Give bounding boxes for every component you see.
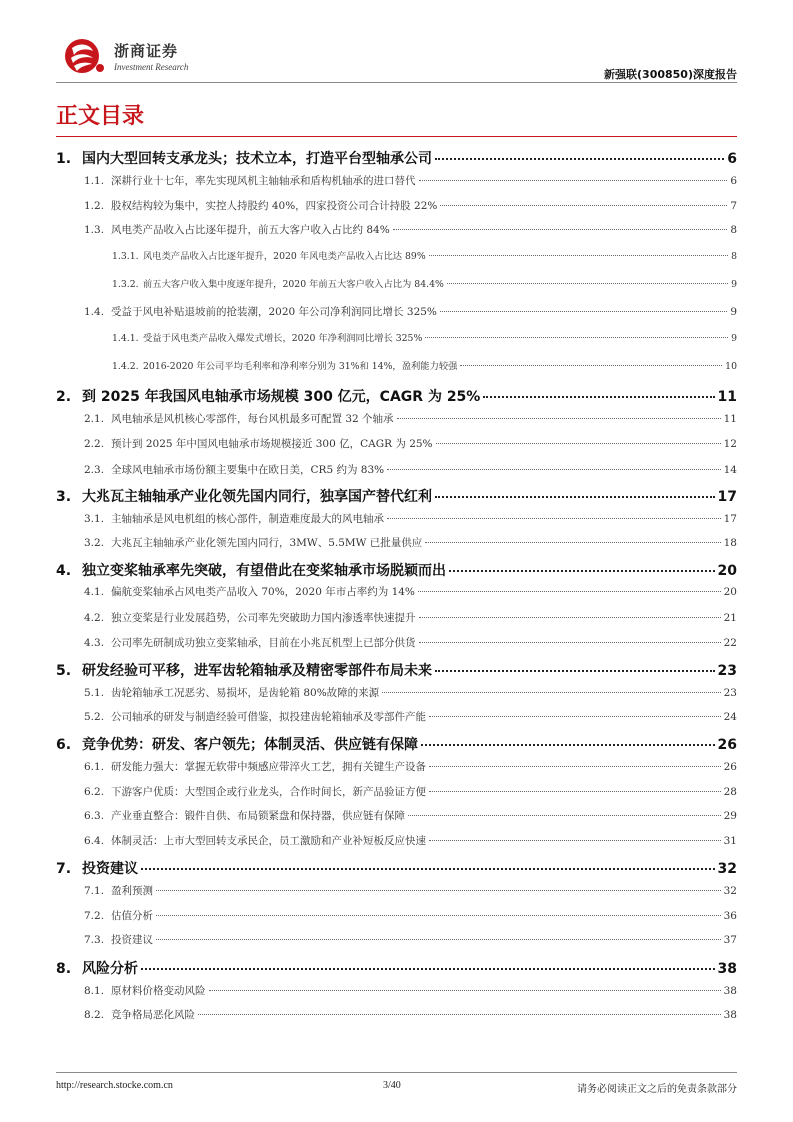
toc-leader-dots xyxy=(393,229,728,230)
toc-leader-dots xyxy=(419,180,728,181)
toc-leader-dots xyxy=(382,692,720,693)
toc-leader-dots xyxy=(429,791,721,792)
toc-entry-number: 4.1. xyxy=(84,586,105,598)
toc-entry-1-4[interactable] xyxy=(84,304,737,319)
toc-entry-number: 1.3. xyxy=(84,224,105,236)
toc-entry-label: 研发能力强大：掌握无软带中频感应带淬火工艺，拥有关键生产设备 xyxy=(111,761,426,773)
toc-entry-page: 10 xyxy=(725,361,737,372)
toc-entry-label: 大兆瓦主轴轴承产业化领先国内同行，3MW、5.5MW 已批量供应 xyxy=(111,537,423,549)
toc-leader-dots xyxy=(429,766,721,767)
toc-entry-label: 受益于风电类产品收入爆发式增长，2020 年净利润同比增长 325% xyxy=(143,333,423,344)
toc-entry-page: 38 xyxy=(723,1009,737,1021)
toc-entry-page: 20 xyxy=(717,563,737,579)
toc-leader-dots xyxy=(460,365,722,366)
toc-entry-1-4-2[interactable] xyxy=(112,358,737,372)
toc-leader-dots xyxy=(429,255,728,256)
toc-entry-page: 8 xyxy=(731,251,737,262)
toc-heading: 正文目录 xyxy=(56,104,145,129)
toc-leader-dots xyxy=(440,311,727,312)
toc-entry-page: 11 xyxy=(723,413,737,425)
toc-entry-number: 3. xyxy=(56,489,72,505)
toc-entry-label: 盈利预测 xyxy=(111,885,153,897)
toc-entry-4-1[interactable] xyxy=(84,584,737,599)
toc-entry-number: 1.4. xyxy=(84,306,105,318)
toc-entry-number: 1.4.1. xyxy=(112,333,139,344)
toc-entry-7[interactable] xyxy=(56,858,737,878)
toc-leader-dots xyxy=(435,496,715,498)
toc-entry-1-3-2[interactable] xyxy=(112,276,737,290)
toc-leader-dots xyxy=(440,205,727,206)
toc-leader-dots xyxy=(449,570,715,572)
toc-leader-dots xyxy=(425,337,728,338)
toc-entry-page: 17 xyxy=(717,489,737,505)
toc-entry-1-3-1[interactable] xyxy=(112,248,737,262)
toc-entry-label: 公司率先研制成功独立变桨轴承，目前在小兆瓦机型上已部分供货 xyxy=(111,637,416,649)
toc-entry-page: 6 xyxy=(727,151,737,167)
toc-entry-page: 22 xyxy=(723,637,737,649)
report-title: 新强联(300850)深度报告 xyxy=(604,68,737,81)
toc-entry-4[interactable] xyxy=(56,560,737,580)
toc-entry-2-1[interactable] xyxy=(84,411,737,426)
toc-entry-label: 竞争优势：研发、客户领先；体制灵活、供应链有保障 xyxy=(82,737,418,753)
toc-entry-label: 风险分析 xyxy=(82,961,138,977)
toc-entry-label: 齿轮箱轴承工况恶劣、易损坏，是齿轮箱 80%故障的来源 xyxy=(111,687,380,699)
toc-entry-page: 36 xyxy=(723,910,737,922)
toc-entry-label: 投资建议 xyxy=(82,861,138,877)
toc-entry-7-3[interactable] xyxy=(84,932,737,947)
toc-entry-label: 风电轴承是风机核心零部件，每台风机最多可配置 32 个轴承 xyxy=(111,413,394,425)
toc-entry-page: 32 xyxy=(723,885,737,897)
toc-entry-4-2[interactable] xyxy=(84,610,737,625)
toc-entry-label: 到 2025 年我国风电轴承市场规模 300 亿元，CAGR 为 25% xyxy=(82,389,481,405)
toc-entry-label: 体制灵活：上市大型回转支承民企，员工激励和产业补短板反应快速 xyxy=(111,835,426,847)
toc-entry-label: 受益于风电补贴退坡前的抢装潮，2020 年公司净利润同比增长 325% xyxy=(111,306,437,318)
toc-entry-2-2[interactable] xyxy=(84,436,737,451)
toc-entry-number: 4.3. xyxy=(84,637,105,649)
toc-entry-5-2[interactable] xyxy=(84,709,737,724)
toc-entry-1[interactable] xyxy=(56,148,737,168)
toc-entry-number: 3.2. xyxy=(84,537,105,549)
toc-entry-number: 1.1. xyxy=(84,175,105,187)
toc-leader-dots xyxy=(429,840,721,841)
toc-leader-dots xyxy=(419,642,721,643)
toc-entry-label: 下游客户优质：大型国企或行业龙头，合作时间长，新产品验证方便 xyxy=(111,786,426,798)
toc-leader-dots xyxy=(429,716,721,717)
toc-entry-label: 国内大型回转支承龙头；技术立本，打造平台型轴承公司 xyxy=(82,151,432,167)
toc-entry-page: 21 xyxy=(723,612,737,624)
toc-entry-8-1[interactable] xyxy=(84,983,737,998)
toc-entry-6-1[interactable] xyxy=(84,759,737,774)
toc-leader-dots xyxy=(141,968,715,970)
toc-entry-page: 18 xyxy=(723,537,737,549)
toc-entry-number: 1. xyxy=(56,151,72,167)
toc-entry-label: 公司轴承的研发与制造经验可借鉴，拟投建齿轮箱轴承及零部件产能 xyxy=(111,711,426,723)
toc-entry-page: 26 xyxy=(723,761,737,773)
toc-entry-number: 4. xyxy=(56,563,72,579)
toc-entry-page: 31 xyxy=(723,835,737,847)
toc-entry-7-1[interactable] xyxy=(84,883,737,898)
toc-entry-6-2[interactable] xyxy=(84,784,737,799)
toc-entry-number: 6.2. xyxy=(84,786,105,798)
toc-leader-dots xyxy=(198,1014,721,1015)
toc-entry-label: 产业垂直整合：锻件自供、布局锁紧盘和保持器，供应链有保障 xyxy=(111,810,405,822)
toc-entry-number: 2.3. xyxy=(84,464,105,476)
toc-entry-number: 5.1. xyxy=(84,687,105,699)
toc-entry-label: 风电类产品收入占比逐年提升，2020 年风电类产品收入占比达 89% xyxy=(143,251,426,262)
toc-entry-number: 7.1. xyxy=(84,885,105,897)
toc-entry-number: 5.2. xyxy=(84,711,105,723)
toc-entry-number: 4.2. xyxy=(84,612,105,624)
toc-entry-page: 11 xyxy=(717,389,737,405)
toc-leader-dots xyxy=(435,670,715,672)
toc-entry-page: 32 xyxy=(717,861,737,877)
toc-entry-number: 1.2. xyxy=(84,200,105,212)
toc-leader-dots xyxy=(418,591,721,592)
toc-entry-page: 6 xyxy=(730,175,737,187)
toc-entry-page: 24 xyxy=(723,711,737,723)
toc-entry-3-2[interactable] xyxy=(84,535,737,550)
toc-entry-label: 估值分析 xyxy=(111,910,153,922)
toc-entry-page: 38 xyxy=(717,961,737,977)
toc-leader-dots xyxy=(156,915,721,916)
toc-entry-page: 23 xyxy=(723,687,737,699)
toc-entry-5-1[interactable] xyxy=(84,685,737,700)
toc-entry-label: 风电类产品收入占比逐年提升，前五大客户收入占比约 84% xyxy=(111,224,390,236)
toc-entry-label: 主轴轴承是风电机组的核心部件，制造难度最大的风电轴承 xyxy=(111,513,384,525)
toc-leader-dots xyxy=(387,469,720,470)
toc-entry-8-2[interactable] xyxy=(84,1007,737,1022)
toc-entry-6-4[interactable] xyxy=(84,833,737,848)
toc-entry-number: 8. xyxy=(56,961,72,977)
toc-entry-label: 前五大客户收入集中度逐年提升，2020 年前五大客户收入占比为 84.4% xyxy=(143,279,444,290)
toc-entry-page: 29 xyxy=(723,810,737,822)
toc-leader-dots xyxy=(156,890,721,891)
toc-entry-label: 投资建议 xyxy=(111,934,153,946)
toc-entry-page: 8 xyxy=(730,224,737,236)
toc-entry-page: 20 xyxy=(723,586,737,598)
toc-entry-page: 14 xyxy=(723,464,737,476)
toc-entry-page: 17 xyxy=(723,513,737,525)
toc-entry-number: 2. xyxy=(56,389,72,405)
toc-entry-number: 2.2. xyxy=(84,438,105,450)
toc-leader-dots xyxy=(447,283,728,284)
toc-entry-2-3[interactable] xyxy=(84,462,737,477)
toc-entry-number: 6.1. xyxy=(84,761,105,773)
toc-leader-dots xyxy=(387,518,721,519)
toc-entry-label: 独立变桨轴承率先突破，有望借此在变桨轴承市场脱颖而出 xyxy=(82,563,446,579)
toc-entry-number: 6.3. xyxy=(84,810,105,822)
toc-entry-3[interactable] xyxy=(56,486,737,506)
toc-entry-5[interactable] xyxy=(56,660,737,680)
toc-entry-number: 7.2. xyxy=(84,910,105,922)
toc-entry-1-2[interactable] xyxy=(84,198,737,213)
toc-entry-number: 5. xyxy=(56,663,72,679)
toc-entry-page: 28 xyxy=(723,786,737,798)
toc-entry-2[interactable] xyxy=(56,386,737,406)
toc-leader-dots xyxy=(209,990,721,991)
toc-entry-page: 9 xyxy=(730,306,737,318)
toc-entry-number: 2.1. xyxy=(84,413,105,425)
toc-entry-8[interactable] xyxy=(56,958,737,978)
toc-entry-label: 全球风电轴承市场份额主要集中在欧日美，CR5 约为 83% xyxy=(111,464,385,476)
toc-leader-dots xyxy=(141,868,715,870)
toc-entry-page: 38 xyxy=(723,985,737,997)
toc-entry-page: 37 xyxy=(723,934,737,946)
toc-entry-3-1[interactable] xyxy=(84,511,737,526)
toc-leader-dots xyxy=(436,443,721,444)
toc-entry-page: 26 xyxy=(717,737,737,753)
toc-entry-label: 2016-2020 年公司平均毛利率和净利率分别为 31%和 14%，盈利能力较强 xyxy=(143,361,458,372)
toc-entry-6-3[interactable] xyxy=(84,808,737,823)
toc-entry-label: 原材料价格变动风险 xyxy=(111,985,206,997)
toc-entry-page: 23 xyxy=(717,663,737,679)
toc-entry-1-4-1[interactable] xyxy=(112,330,737,344)
toc-entry-6[interactable] xyxy=(56,734,737,754)
toc-entry-number: 7.3. xyxy=(84,934,105,946)
toc-leader-dots xyxy=(156,939,721,940)
toc-leader-dots xyxy=(483,396,714,398)
toc-entry-7-2[interactable] xyxy=(84,908,737,923)
brand-name-en: Investment Research xyxy=(114,62,189,72)
toc-entry-4-3[interactable] xyxy=(84,635,737,650)
toc-entry-number: 7. xyxy=(56,861,72,877)
toc-entry-number: 8.2. xyxy=(84,1009,105,1021)
toc-entry-1-1[interactable] xyxy=(84,173,737,188)
footer-divider xyxy=(56,1072,737,1073)
brand-name-cn: 浙商证券 xyxy=(114,42,179,60)
toc-entry-1-3[interactable] xyxy=(84,222,737,237)
toc-entry-number: 1.4.2. xyxy=(112,361,139,372)
toc-leader-dots xyxy=(408,815,721,816)
toc-entry-number: 1.3.1. xyxy=(112,251,139,262)
toc-entry-label: 独立变桨是行业发展趋势，公司率先突破助力国内渗透率快速提升 xyxy=(111,612,416,624)
toc-entry-label: 偏航变桨轴承占风电类产品收入 70%，2020 年市占率约为 14% xyxy=(111,586,415,598)
toc-entry-number: 6. xyxy=(56,737,72,753)
toc-leader-dots xyxy=(397,418,721,419)
toc-entry-label: 深耕行业十七年，率先实现风机主轴轴承和盾构机轴承的进口替代 xyxy=(111,175,416,187)
toc-leader-dots xyxy=(425,542,720,543)
toc-entry-number: 8.1. xyxy=(84,985,105,997)
toc-entry-label: 大兆瓦主轴轴承产业化领先国内同行，独享国产替代红利 xyxy=(82,489,432,505)
toc-entry-page: 7 xyxy=(730,200,737,212)
footer-url-link[interactable]: http://research.stocke.com.cn xyxy=(56,1080,173,1091)
toc-entry-label: 预计到 2025 年中国风电轴承市场规模接近 300 亿，CAGR 为 25% xyxy=(111,438,433,450)
toc-entry-number: 3.1. xyxy=(84,513,105,525)
page-number: 3/40 xyxy=(383,1080,401,1091)
toc-leader-dots xyxy=(435,158,724,160)
toc-leader-dots xyxy=(421,744,715,746)
toc-entry-label: 研发经验可平移，进军齿轮箱轴承及精密零部件布局未来 xyxy=(82,663,432,679)
toc-entry-number: 1.3.2. xyxy=(112,279,139,290)
toc-entry-label: 竞争格局恶化风险 xyxy=(111,1009,195,1021)
toc-entry-page: 12 xyxy=(723,438,737,450)
toc-entry-label: 股权结构较为集中，实控人持股约 40%，四家投资公司合计持股 22% xyxy=(111,200,438,212)
toc-entry-number: 6.4. xyxy=(84,835,105,847)
footer-disclaimer: 请务必阅读正文之后的免责条款部分 xyxy=(577,1084,737,1095)
toc-entry-page: 9 xyxy=(731,333,737,344)
toc-entry-page: 9 xyxy=(731,279,737,290)
toc-leader-dots xyxy=(419,617,721,618)
